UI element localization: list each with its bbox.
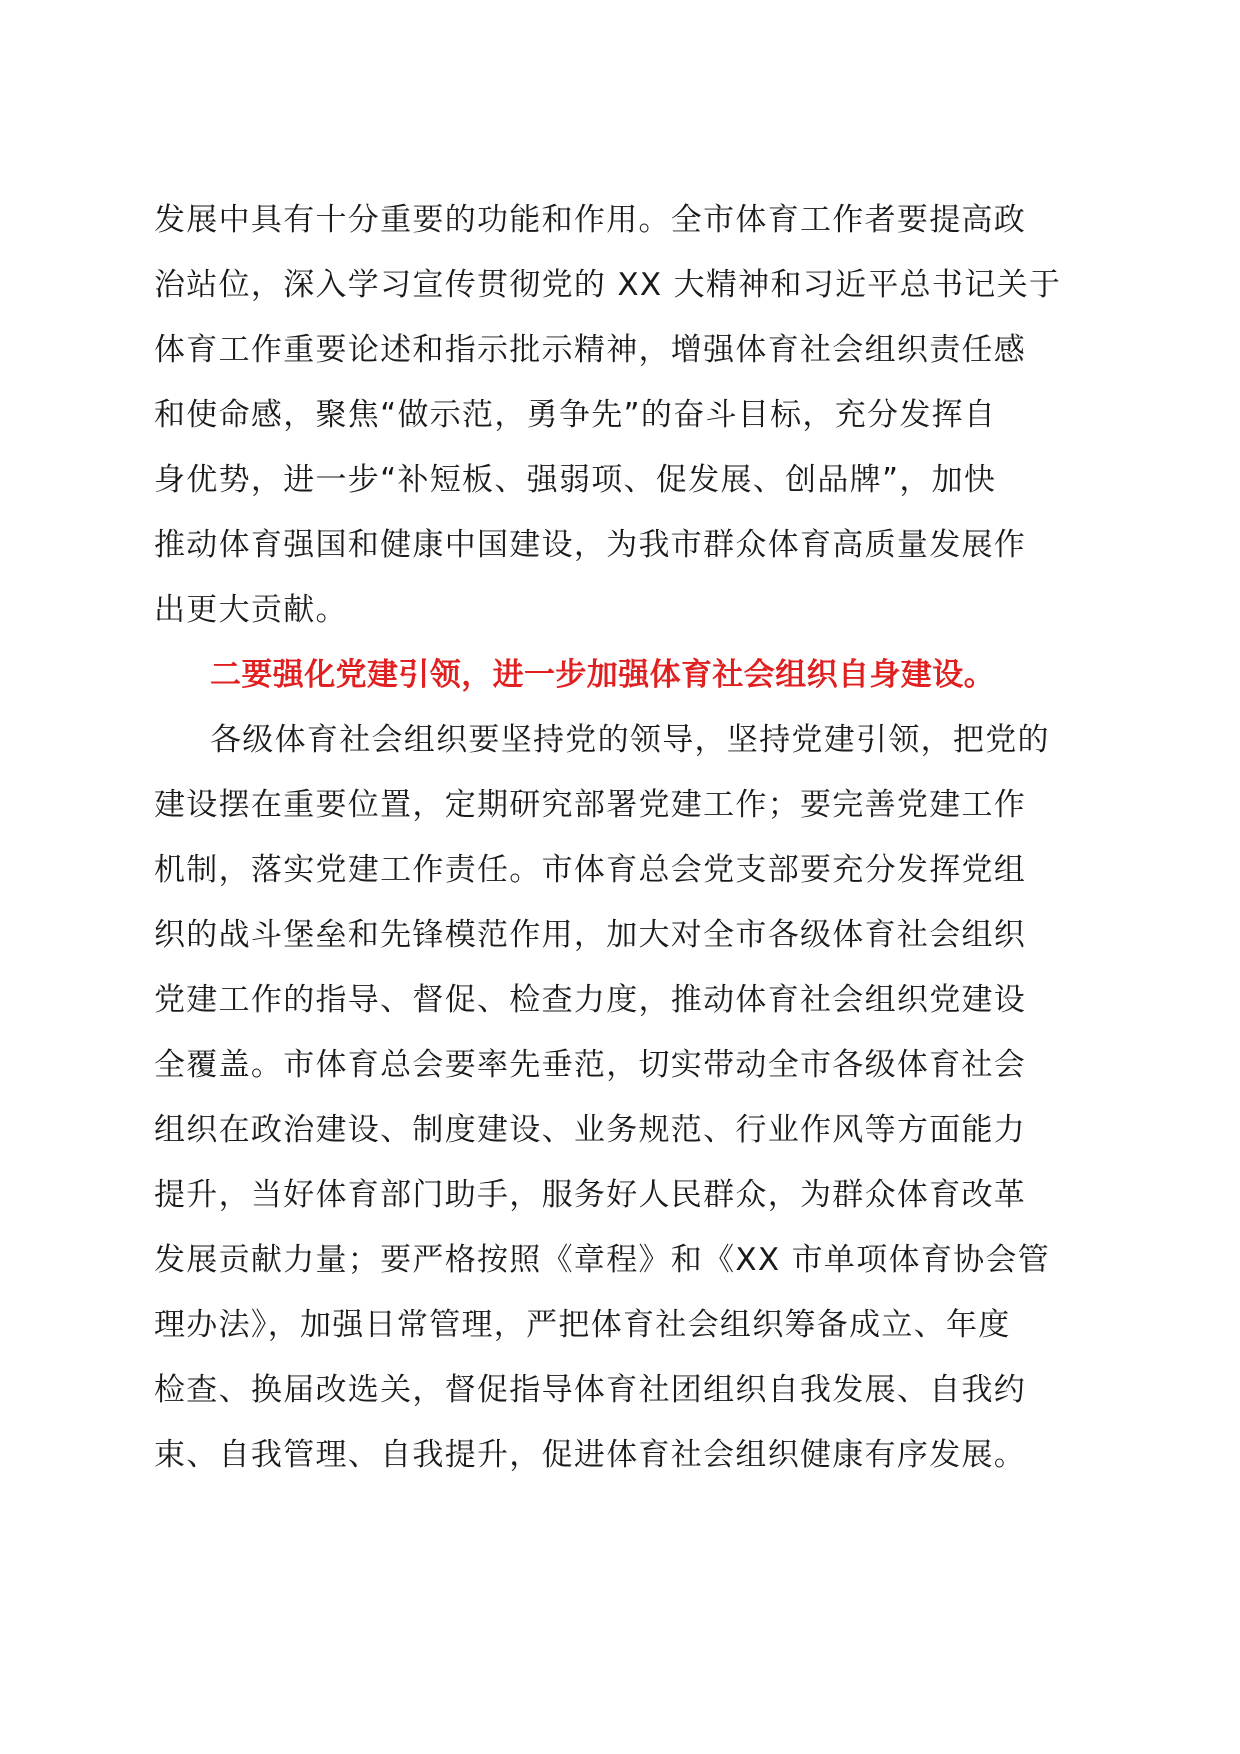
text-line: 组织在政治建设、制度建设、业务规范、行业作风等方面能力 [154,1112,1027,1148]
text-line: 推动体育强国和健康中国建设，为我市群众体育高质量发展作 [154,527,1027,563]
text-line: 建设摆在重要位置，定期研究部署党建工作；要完善党建工作 [154,787,1027,823]
text-line: 发展中具有十分重要的功能和作用。全市体育工作者要提高政 [154,202,1027,238]
paragraph-2 [154,708,1094,1488]
section-heading: 二要强化党建引领，进一步加强体育社会组织自身建设。 [210,657,995,693]
text-line: 体育工作重要论述和指示批示精神，增强体育社会组织责任感 [154,332,1027,368]
text-line: 身优势，进一步“补短板、强弱项、促发展、创品牌”，加快 [154,462,997,498]
text-line: 束、自我管理、自我提升，促进体育社会组织健康有序发展。 [154,1437,1027,1473]
text-line: 各级体育社会组织要坚持党的领导，坚持党建引领，把党的 [210,722,1050,758]
text-line: 提升，当好体育部门助手，服务好人民群众，为群众体育改革 [154,1177,1027,1213]
text-line: 理办法》，加强日常管理，严把体育社会组织筹备成立、年度 [154,1307,1011,1343]
text-line: 和使命感，聚焦“做示范，勇争先”的奋斗目标，充分发挥自 [154,397,997,433]
text-line: 检查、换届改选关，督促指导体育社团组织自我发展、自我约 [154,1372,1027,1408]
text-line: 机制，落实党建工作责任。市体育总会党支部要充分发挥党组 [154,852,1027,888]
paragraph-1 [154,188,1094,643]
text-line: 发展贡献力量；要严格按照《章程》和《XX 市单项体育协会管 [154,1242,1051,1278]
text-line: 织的战斗堡垒和先锋模范作用，加大对全市各级体育社会组织 [154,917,1027,953]
text-line: 全覆盖。市体育总会要率先垂范，切实带动全市各级体育社会 [154,1047,1027,1083]
text-line: 治站位，深入学习宣传贯彻党的 XX 大精神和习近平总书记关于 [154,267,1062,303]
text-line: 出更大贡献。 [154,592,348,628]
text-line: 党建工作的指导、督促、检查力度，推动体育社会组织党建设 [154,982,1027,1018]
document-body [154,188,1094,1488]
